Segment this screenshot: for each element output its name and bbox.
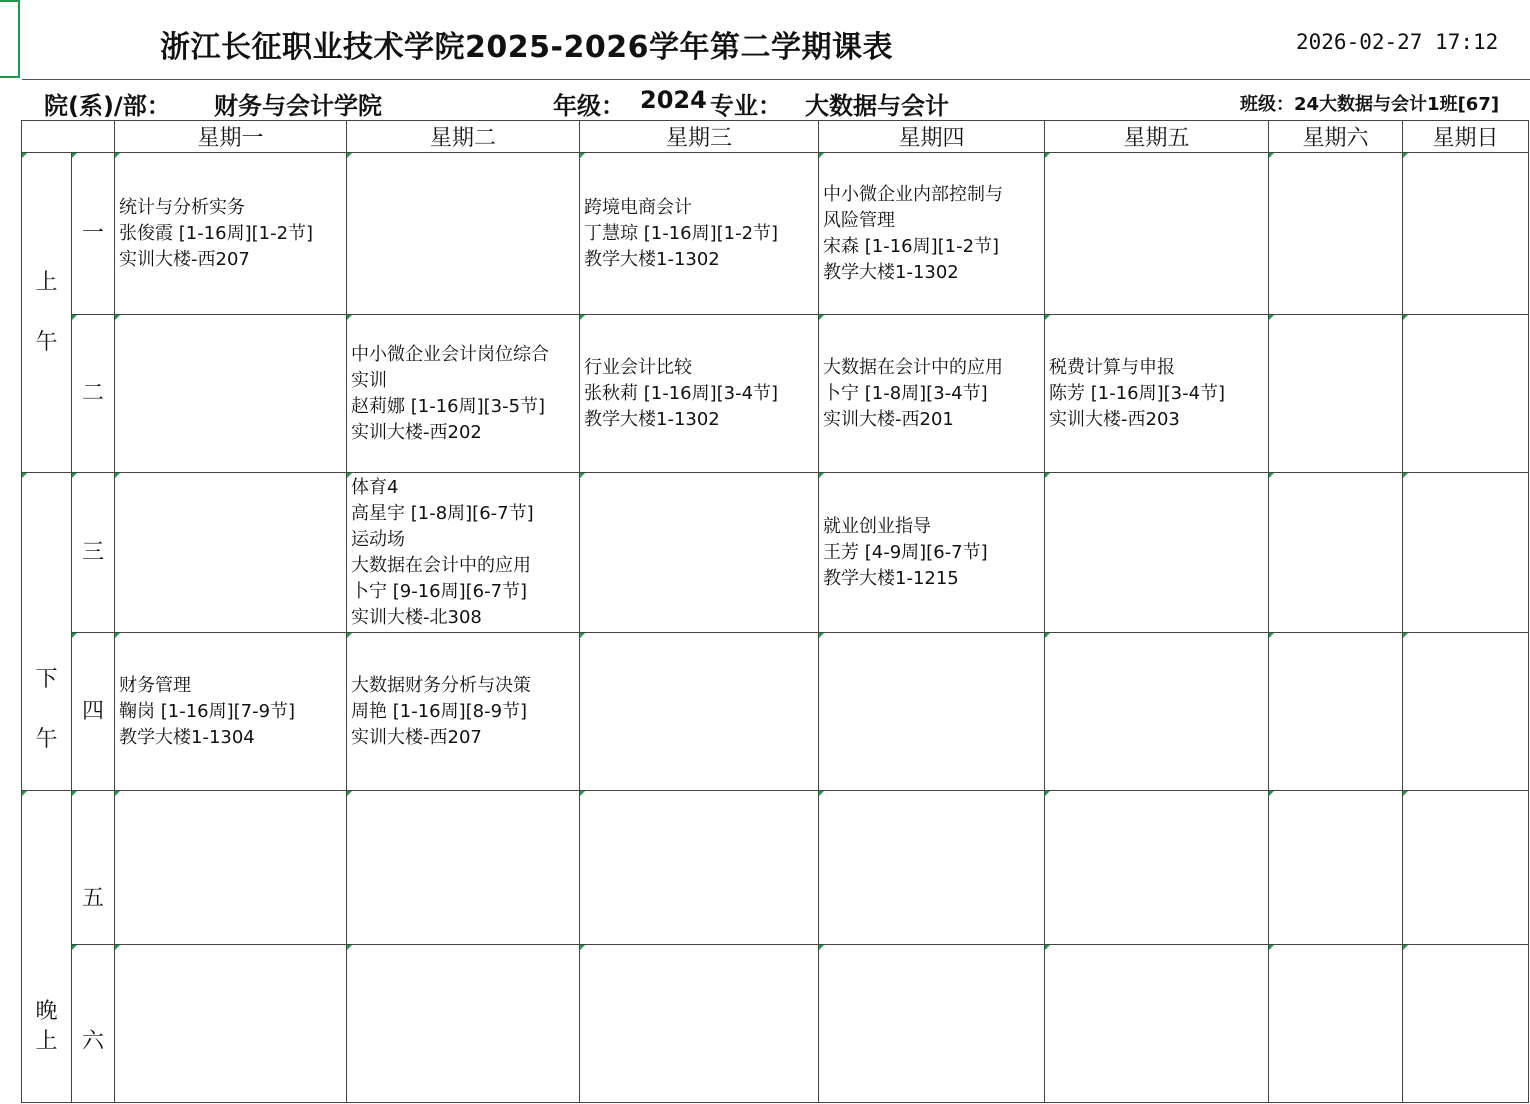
cell-s4-thu[interactable]: [819, 633, 1045, 791]
cell-s3-mon[interactable]: [115, 473, 347, 633]
cell-s1-mon[interactable]: [115, 153, 347, 315]
cell-s6-tue[interactable]: [347, 945, 580, 1103]
corner-cell: [22, 121, 115, 153]
cell-s4-tue[interactable]: [347, 633, 580, 791]
cell-s6-wed[interactable]: [580, 945, 819, 1103]
course-entry-line: 教学大楼1-1302: [823, 261, 959, 283]
slot-label-4: 四: [72, 633, 115, 791]
course-entry-line: 卜宁 [1-8周][3-4节]: [823, 382, 988, 404]
schedule-table: [21, 120, 1529, 1103]
cell-s5-sat[interactable]: [1269, 791, 1403, 945]
cell-s3-sun[interactable]: [1403, 473, 1529, 633]
cell-s3-thu[interactable]: [819, 473, 1045, 633]
major-label: 专业：: [710, 92, 782, 120]
course-entry-line: 风险管理: [823, 209, 895, 231]
course-entry-line: 陈芳 [1-16周][3-4节]: [1049, 382, 1226, 404]
course-entry-line: 中小微企业会计岗位综合: [351, 343, 549, 365]
course-entry-line: 赵莉娜 [1-16周][3-5节]: [351, 395, 546, 417]
day-header-tue: 星期二: [347, 121, 580, 153]
period-char: 下: [35, 667, 58, 692]
cell-s5-sun[interactable]: [1403, 791, 1529, 945]
course-entry-line: 教学大楼1-1302: [584, 248, 720, 270]
grade-value: 2024: [640, 86, 707, 114]
cell-s3-fri[interactable]: [1045, 473, 1269, 633]
course-entry-line: 周艳 [1-16周][8-9节]: [351, 700, 528, 722]
slot-row-4: [22, 633, 1529, 791]
cell-s1-wed[interactable]: [580, 153, 819, 315]
period-morning: [22, 153, 72, 473]
period-char: 上: [35, 269, 58, 295]
cell-s5-thu[interactable]: [819, 791, 1045, 945]
course-entry-line: 实训大楼-北308: [351, 606, 482, 628]
course-entry-line: 实训: [351, 369, 387, 391]
day-header-thu: 星期四: [819, 121, 1045, 153]
cell-s1-thu[interactable]: [819, 153, 1045, 315]
cell-s2-tue[interactable]: [347, 315, 580, 473]
cell-s3-tue[interactable]: [347, 473, 580, 633]
course-entry-line: 鞠岗 [1-16周][7-9节]: [119, 700, 296, 722]
course-entry-line: 张俊霞 [1-16周][1-2节]: [119, 222, 314, 244]
selected-cell-cursor[interactable]: [0, 0, 20, 78]
slot-row-1: [22, 153, 1529, 315]
cell-s1-tue[interactable]: [347, 153, 580, 315]
cell-s2-wed[interactable]: [580, 315, 819, 473]
slot-row-5: [22, 791, 1529, 945]
cell-s4-sat[interactable]: [1269, 633, 1403, 791]
cell-s6-mon[interactable]: [115, 945, 347, 1103]
course-entry-line: 高星宇 [1-8周][6-7节]: [351, 502, 534, 524]
course-entry-line: 教学大楼1-1302: [584, 408, 720, 430]
day-header-fri: 星期五: [1045, 121, 1269, 153]
cell-s2-sat[interactable]: [1269, 315, 1403, 473]
period-char: 午: [35, 329, 58, 355]
course-entry-line: 税费计算与申报: [1049, 356, 1175, 378]
course-entry-line: 就业创业指导: [823, 515, 931, 537]
course-entry-line: 大数据在会计中的应用: [351, 554, 531, 576]
period-evening: [22, 791, 72, 1103]
day-header-mon: 星期一: [115, 121, 347, 153]
cell-s4-fri[interactable]: [1045, 633, 1269, 791]
page-title: 浙江长征职业技术学院2025-2026学年第二学期课表: [160, 30, 893, 65]
grade-label: 年级：: [553, 92, 625, 120]
course-entry-line: 跨境电商会计: [584, 196, 692, 218]
cell-s2-thu[interactable]: [819, 315, 1045, 473]
course-entry-line: 实训大楼-西202: [351, 421, 482, 443]
cell-s1-fri[interactable]: [1045, 153, 1269, 315]
department-value: 财务与会计学院: [214, 92, 382, 120]
period-afternoon: [22, 473, 72, 791]
course-entry-line: 卜宁 [9-16周][6-7节]: [351, 580, 528, 602]
course-entry-line: 行业会计比较: [584, 356, 692, 378]
slot-row-2: [22, 315, 1529, 473]
cell-s5-fri[interactable]: [1045, 791, 1269, 945]
course-entry-line: 财务管理: [119, 674, 191, 696]
course-entry-line: 丁慧琼 [1-16周][1-2节]: [584, 222, 779, 244]
course-entry-line: 教学大楼1-1304: [119, 726, 255, 748]
course-entry-line: 教学大楼1-1215: [823, 567, 959, 589]
cell-s3-wed[interactable]: [580, 473, 819, 633]
print-datetime: 2026-02-27 17:12: [1296, 30, 1499, 54]
course-entry-line: 张秋莉 [1-16周][3-4节]: [584, 382, 779, 404]
period-char: 晚: [35, 999, 58, 1024]
major-value: 大数据与会计: [805, 92, 949, 120]
slot-label-5: 五: [72, 791, 115, 945]
cell-s2-sun[interactable]: [1403, 315, 1529, 473]
course-entry-line: 实训大楼-西207: [351, 726, 482, 748]
slot-label-6: 六: [72, 945, 115, 1103]
cell-s5-wed[interactable]: [580, 791, 819, 945]
course-entry-line: 统计与分析实务: [119, 196, 245, 218]
course-entry-line: 实训大楼-西203: [1049, 408, 1180, 430]
cell-s6-thu[interactable]: [819, 945, 1045, 1103]
cell-s6-sat[interactable]: [1269, 945, 1403, 1103]
course-entry-line: 实训大楼-西201: [823, 408, 954, 430]
cell-s5-mon[interactable]: [115, 791, 347, 945]
course-entry-line: 大数据财务分析与决策: [351, 674, 531, 696]
cell-s2-fri[interactable]: [1045, 315, 1269, 473]
course-entry-line: 实训大楼-西207: [119, 248, 250, 270]
cell-s6-fri[interactable]: [1045, 945, 1269, 1103]
course-entry-line: 大数据在会计中的应用: [823, 356, 1003, 378]
course-entry-line: 运动场: [351, 528, 405, 550]
course-entry-line: 宋森 [1-16周][1-2节]: [823, 235, 1000, 257]
cell-s1-sat[interactable]: [1269, 153, 1403, 315]
title-divider: [22, 79, 1530, 80]
day-header-sun: 星期日: [1403, 121, 1529, 153]
cell-s2-mon[interactable]: [115, 315, 347, 473]
slot-label-1: 一: [72, 153, 115, 315]
slot-label-3: 三: [72, 473, 115, 633]
cell-s6-sun[interactable]: [1403, 945, 1529, 1103]
cell-s4-sun[interactable]: [1403, 633, 1529, 791]
class-info: 班级：24大数据与会计1班[67]: [1240, 94, 1500, 115]
period-char: 午: [35, 727, 58, 752]
cell-s4-mon[interactable]: [115, 633, 347, 791]
department-label: 院(系)/部：: [44, 92, 171, 120]
period-char: 上: [35, 1029, 58, 1054]
cell-s5-tue[interactable]: [347, 791, 580, 945]
slot-label-2: 二: [72, 315, 115, 473]
course-entry-line: 中小微企业内部控制与: [823, 183, 1003, 205]
course-entry-line: 体育4: [351, 476, 399, 498]
day-header-sat: 星期六: [1269, 121, 1403, 153]
slot-row-3: [22, 473, 1529, 633]
day-header-row: [22, 121, 1529, 153]
cell-s3-sat[interactable]: [1269, 473, 1403, 633]
slot-row-6: [22, 945, 1529, 1103]
course-entry-line: 王芳 [4-9周][6-7节]: [823, 541, 988, 563]
cell-s1-sun[interactable]: [1403, 153, 1529, 315]
cell-s4-wed[interactable]: [580, 633, 819, 791]
day-header-wed: 星期三: [580, 121, 819, 153]
